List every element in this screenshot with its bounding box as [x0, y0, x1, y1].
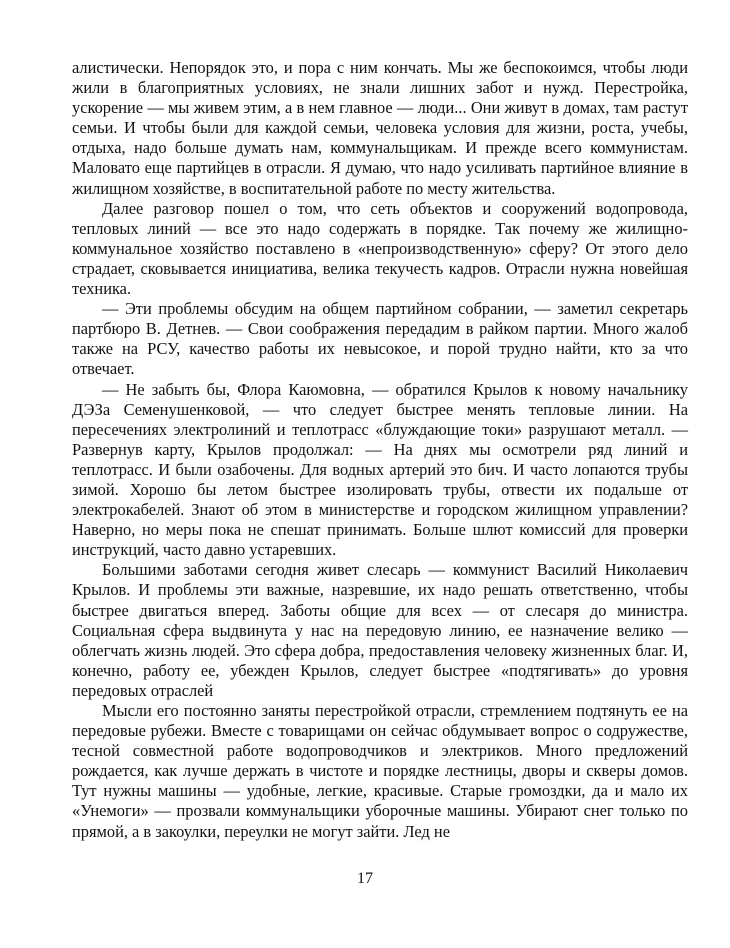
- paragraph-5: Большими заботами сегодня живет слесарь — коммунист Василий Николаевич Крылов. И проблемы эти важные, назревшие, их надо решать ответственно, чтобы быстрее двигаться вперед. Заботы общие для всех — от слесаря до министра. Социальная сфера выдвинута у нас на передовую линию, ее назначение велико — облегчать жизнь людей. Это сфера добра, предоставления человеку жизненных благ. И, конечно, работу ее, убежден Крылов, следует быстрее «подтягивать» до уровня передовых отраслей: [72, 560, 688, 700]
- page-number: 17: [357, 870, 373, 887]
- paragraph-1: алистически. Непорядок это, и пора с ним кончать. Мы же беспокоимся, чтобы люди жили в благоприятных условиях, не знали лишних забот и нужд. Перестройка, ускорение — мы живем этим, а в нем главное — люди... Они живут в домах, там растут семьи. И чтобы были для каждой семьи, человека условия для жизни, роста, учебы, отдыха, надо больше думать нам, коммунальщикам. И прежде всего коммунистам. Маловато еще партийцев в отрасли. Я думаю, что надо усиливать партийное влияние в жилищном хозяйстве, в воспитательной работе по месту жительства.: [72, 58, 688, 198]
- paragraph-2: Далее разговор пошел о том, что сеть объектов и сооружений водопровода, тепловых линий — все это надо содержать в порядке. Так почему же жилищно-коммунальное хозяйство поставлено в «непроизводственную» сферу? От этого дело страдает, сковывается инициатива, велика текучесть кадров. Отрасли нужна новейшая техника.: [72, 198, 688, 299]
- paragraph-4: — Не забыть бы, Флора Каюмовна, — обратился Крылов к новому начальнику ДЭЗа Семенушенковой, — что следует быстрее менять тепловые линии. На пересечениях электролиний и теплотрасс «блуждающие токи» разрушают металл. — Развернув карту, Крылов продолжал: — На днях мы осмотрели ряд линий и теплотрасс. И были озабочены. Для водных артерий это бич. И часто лопаются трубы зимой. Хорошо бы летом быстрее изолировать трубы, отвести их подальше от электрокабелей. Знают об этом в министерстве и городском жилищном управлении? Наверно, но меры пока не спешат принимать. Больше шлют комиссий для проверки инструкций, часто давно устаревших.: [72, 379, 688, 560]
- paragraph-3: — Эти проблемы обсудим на общем партийном собрании, — заметил секретарь партбюро В. Детнев. — Свои соображения передадим в райком партии. Много жалоб также на РСУ, качество работы их невысокое, и порой трудно найти, кто за что отвечает.: [72, 299, 688, 379]
- paragraph-6: Мысли его постоянно заняты перестройкой отрасли, стремлением подтянуть ее на передовые рубежи. Вместе с товарищами он сейчас обдумывает вопрос о содружестве, тесной совместной работе водопроводчиков и электриков. Много предложений рождается, как лучше держать в чистоте и порядке лестницы, дворы и скверы домов. Тут нужны машины — удобные, легкие, красивые. Старые громоздки, да и мало их «Унемоги» — прозвали коммунальщики уборочные машины. Убирают снег только по прямой, а в закоулки, переулки не могут зайти. Лед не: [72, 701, 688, 841]
- body-text: [72, 58, 688, 842]
